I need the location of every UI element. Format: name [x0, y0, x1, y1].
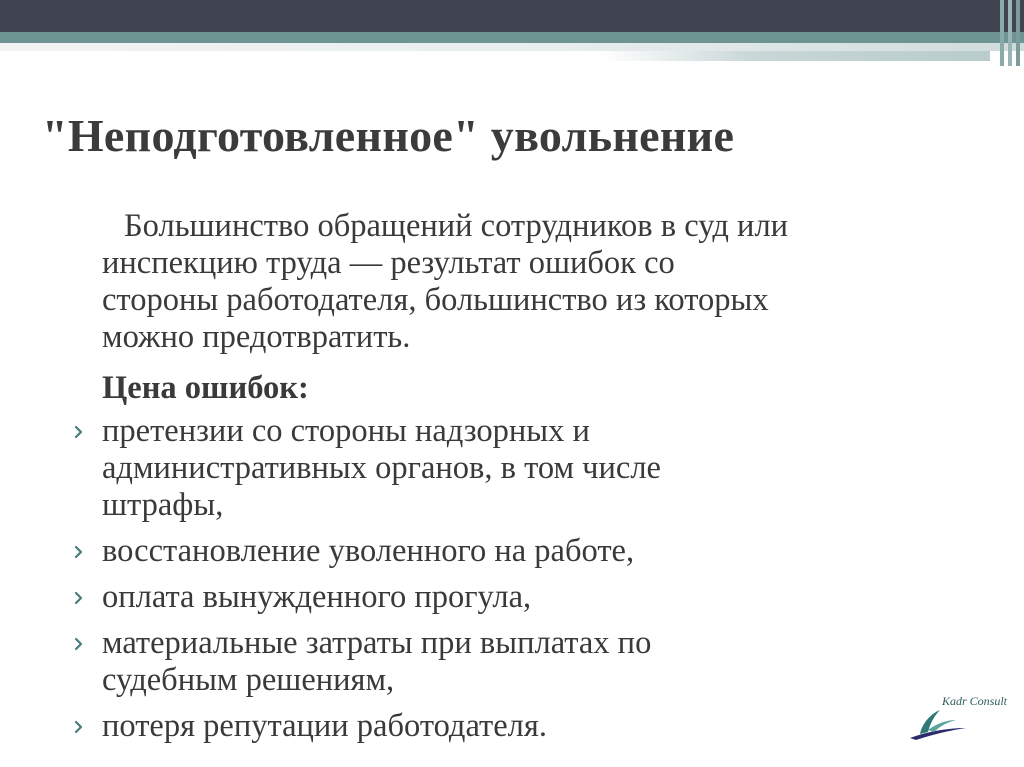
- list-item-line: административных органов, в том числе: [102, 450, 661, 486]
- subheading: Цена ошибок:: [102, 370, 309, 406]
- list-item: [72, 625, 972, 699]
- header-strip: [1016, 0, 1020, 66]
- intro-paragraph: [72, 208, 962, 356]
- list-item-line: штрафы,: [102, 487, 224, 523]
- intro-line: Большинство обращений сотрудников в суд или: [124, 208, 789, 244]
- list-item-line: судебным решениям,: [102, 662, 395, 698]
- intro-line: можно предотвратить.: [102, 319, 411, 355]
- header-band-accent: [600, 51, 990, 61]
- header-band-dark: [0, 0, 1024, 32]
- list-item-line: материальные затраты при выплатах по: [102, 625, 652, 661]
- logo-text: Kadr Consult: [942, 694, 1008, 708]
- intro-line: инспекцию труда — результат ошибок со: [102, 245, 675, 281]
- list-item-line: оплата вынужденного прогула,: [102, 579, 532, 615]
- company-logo: [906, 694, 1018, 742]
- list-item: [72, 708, 972, 745]
- intro-line: стороны работодателя, большинство из которых: [102, 282, 769, 318]
- header-band-light: [0, 43, 1024, 51]
- chevron-right-icon: [73, 636, 89, 652]
- chevron-right-icon: [73, 424, 89, 440]
- list-item-line: претензии со стороны надзорных и: [102, 413, 590, 449]
- header-strip: [1008, 0, 1012, 66]
- slide-body: [72, 208, 972, 754]
- list-item-line: восстановление уволенного на работе,: [102, 533, 635, 569]
- list-item: [72, 579, 972, 616]
- slide-title: "Неподготовленное" увольнение: [42, 110, 735, 161]
- chevron-right-icon: [73, 719, 89, 735]
- bullet-list: [72, 413, 972, 745]
- header-strip: [1000, 0, 1004, 66]
- chevron-right-icon: [73, 544, 89, 560]
- list-item-line: потеря репутации работодателя.: [102, 708, 547, 744]
- list-item: [72, 533, 972, 570]
- chevron-right-icon: [73, 590, 89, 606]
- list-item: [72, 413, 972, 524]
- header-band-teal: [0, 32, 1024, 43]
